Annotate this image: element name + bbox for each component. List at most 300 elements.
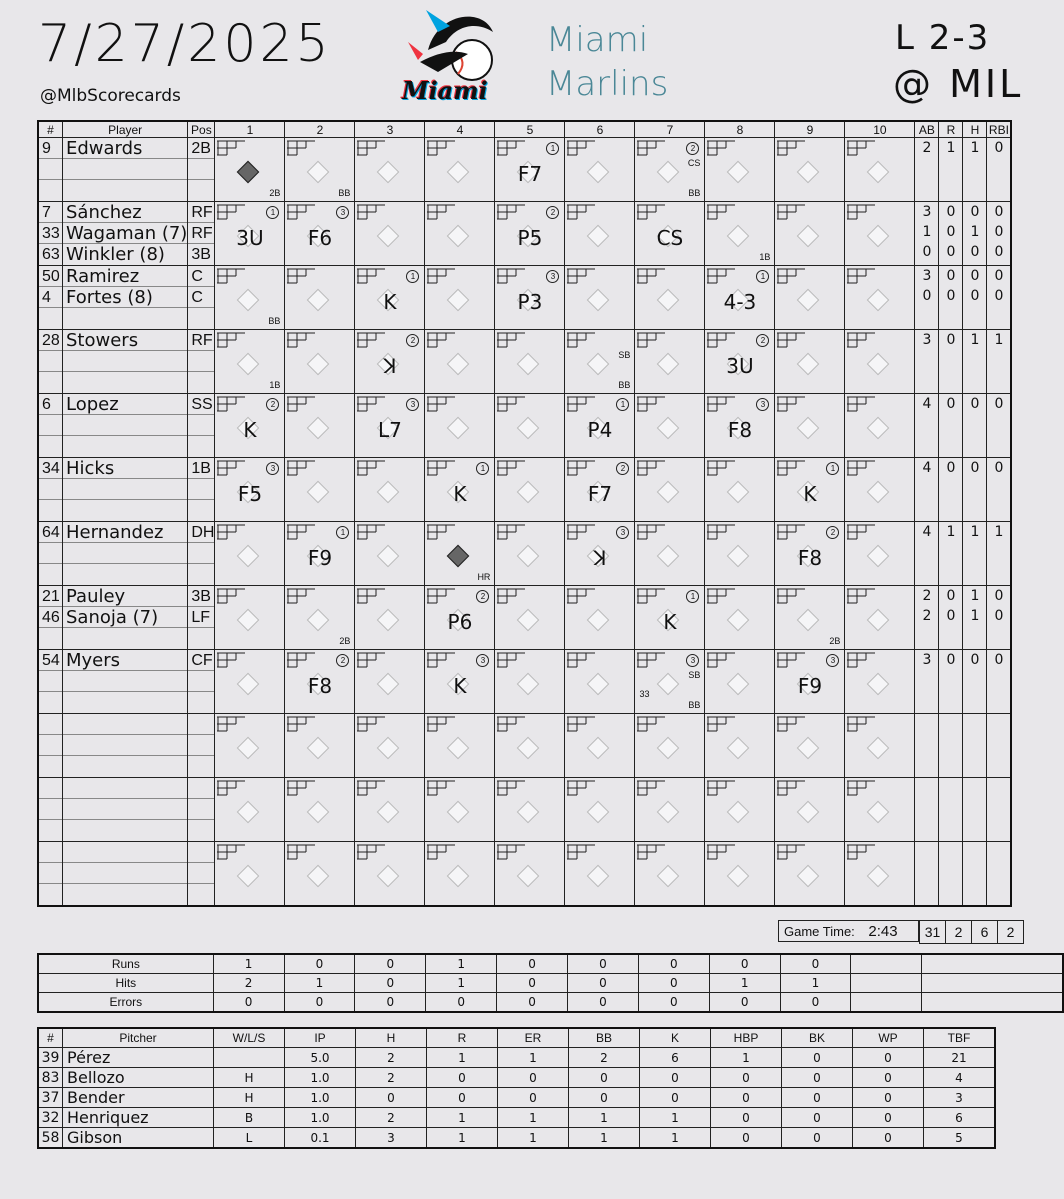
pitcher-stat: 0: [498, 1088, 569, 1108]
stat-ab-cell: [915, 202, 939, 266]
out-number: 1: [686, 590, 699, 603]
stat-h: [963, 178, 986, 198]
inning-cell: [425, 714, 495, 778]
inning-cell: [215, 522, 285, 586]
pitch-count-grid: [217, 332, 245, 348]
pitch-count-grid: [287, 844, 315, 860]
out-number: 2: [336, 654, 349, 667]
stat-r-cell: [939, 394, 963, 458]
inning-cell: [845, 586, 915, 650]
stat-r-cell: [939, 586, 963, 650]
pitch-count-grid: [567, 460, 595, 476]
pitcher-number: 32: [38, 1108, 63, 1128]
lineup-row: [38, 458, 1011, 522]
player-number: [39, 714, 62, 735]
base-diamond: [377, 225, 400, 248]
pitch-count-grid: [497, 140, 525, 156]
inning-cell: [355, 522, 425, 586]
stat-rbi: [987, 414, 1010, 434]
stat-rbi: 0: [994, 204, 1004, 220]
batting-header-row: [38, 121, 1011, 138]
pitcher-stat: 0: [711, 1128, 782, 1149]
play-result: F6: [307, 226, 333, 250]
base-diamond: [237, 801, 260, 824]
base-diamond: [377, 481, 400, 504]
pitch-count-grid: [707, 332, 735, 348]
inning-cell: [355, 266, 425, 330]
base-reached: 1B: [759, 252, 771, 262]
linescore-value: 0: [284, 954, 355, 974]
stat-rbi: [987, 670, 1010, 690]
out-number: 1: [546, 142, 559, 155]
stat-h-cell: [963, 650, 987, 714]
stat-r: [939, 434, 962, 454]
pitch-count-grid: [427, 716, 455, 732]
stat-r: 0: [946, 396, 956, 412]
stat-h: [963, 562, 986, 582]
player-position-cell: [188, 842, 215, 907]
stat-ab: [915, 818, 938, 838]
base-diamond: [657, 417, 680, 440]
stat-rbi: [987, 542, 1010, 562]
game-time-value: 2:43: [868, 923, 898, 940]
pitcher-stat: 6: [640, 1048, 711, 1068]
lineup-row: [38, 202, 1011, 266]
base-diamond: [377, 609, 400, 632]
inning-cell: [425, 650, 495, 714]
player-name: Sanoja (7): [63, 607, 187, 628]
inning-cell: [775, 266, 845, 330]
player-name: [63, 159, 187, 180]
stat-h: [963, 158, 986, 178]
stat-r: [939, 882, 962, 902]
inning-cell: [705, 394, 775, 458]
base-diamond: [657, 353, 680, 376]
inning-cell: [425, 330, 495, 394]
player-name: [63, 436, 187, 456]
pitching-header: BK: [782, 1028, 853, 1048]
pitch-count-grid: [357, 204, 385, 220]
stat-h-cell: [963, 266, 987, 330]
inning-cell: [705, 138, 775, 202]
player-number: [39, 735, 62, 756]
inning-cell: [495, 394, 565, 458]
out-number: 2: [826, 526, 839, 539]
stat-h: 0: [970, 288, 980, 304]
stat-ab-cell: [915, 522, 939, 586]
stat-r-cell: [939, 522, 963, 586]
linescore-value: 1: [709, 974, 780, 993]
player-number: [39, 180, 62, 200]
player-position: [188, 735, 214, 756]
inning-cell: [495, 522, 565, 586]
stat-r: 0: [946, 224, 956, 240]
stat-rbi: [987, 690, 1010, 710]
linescore-value: 0: [497, 974, 568, 993]
player-position-cell: [188, 266, 215, 330]
stat-ab: [915, 414, 938, 434]
inning-cell: [215, 650, 285, 714]
inning-cell: [425, 458, 495, 522]
pitch-count-grid: [777, 396, 805, 412]
inning-cell: [635, 522, 705, 586]
stat-h: 1: [970, 140, 980, 156]
pitcher-stat: 1: [569, 1128, 640, 1149]
pitcher-stat: 0: [782, 1128, 853, 1149]
pitch-count-grid: [707, 204, 735, 220]
pitch-count-grid: [847, 780, 875, 796]
pitch-count-grid: [217, 844, 245, 860]
base-reached: 2B: [829, 636, 841, 646]
lineup-row: [38, 778, 1011, 842]
pitcher-stat: 2: [356, 1048, 427, 1068]
pitch-count-grid: [847, 716, 875, 732]
stat-h: 0: [970, 396, 980, 412]
player-name: [63, 543, 187, 564]
marlins-logo: [398, 2, 508, 117]
pitch-count-grid: [777, 652, 805, 668]
stat-ab: 2: [922, 140, 932, 156]
base-diamond: [727, 801, 750, 824]
pitcher-row: [38, 1068, 995, 1088]
player-number-cell: [38, 458, 63, 522]
lineup-row: [38, 650, 1011, 714]
stat-h: [963, 798, 986, 818]
stat-h-cell: [963, 330, 987, 394]
player-name-cell: [63, 714, 188, 778]
stat-ab-cell: [915, 842, 939, 907]
pitcher-stat: 0: [427, 1068, 498, 1088]
base-diamond: [517, 673, 540, 696]
pitcher-name: Bellozo: [63, 1068, 214, 1088]
pitching-header-row: [38, 1028, 995, 1048]
inning-cell: [215, 394, 285, 458]
player-number: [39, 479, 62, 500]
player-position: [188, 500, 214, 520]
pitcher-stat: H: [214, 1068, 285, 1088]
pitch-count-grid: [777, 780, 805, 796]
base-diamond: [447, 289, 470, 312]
stat-ab: [915, 542, 938, 562]
col-inning: 5: [495, 121, 565, 138]
linescore-value: 0: [567, 993, 638, 1013]
pitcher-stat: 1: [498, 1128, 569, 1149]
pitcher-stat: 1: [427, 1128, 498, 1149]
inning-cell: [775, 714, 845, 778]
base-diamond: [867, 481, 890, 504]
stat-rbi: 0: [994, 652, 1004, 668]
linescore-value: [851, 993, 922, 1013]
inning-cell: [285, 266, 355, 330]
player-position-cell: [188, 714, 215, 778]
pitcher-stat: 1: [427, 1048, 498, 1068]
col-player: Player: [63, 121, 188, 138]
stat-r: [939, 842, 962, 862]
stat-r: [939, 562, 962, 582]
pitch-count-grid: [707, 140, 735, 156]
linescore-value: 2: [213, 974, 284, 993]
pitch-count-grid: [217, 716, 245, 732]
player-position: [188, 308, 214, 328]
pitch-count-grid: [847, 268, 875, 284]
inning-cell: [775, 650, 845, 714]
base-diamond: [797, 865, 820, 888]
pitcher-stat: L: [214, 1128, 285, 1149]
stat-r: [939, 542, 962, 562]
base-reached: HR: [477, 572, 491, 582]
pitch-count-grid: [567, 780, 595, 796]
player-name: [63, 799, 187, 820]
stat-ab: 4: [922, 460, 932, 476]
pitch-count-grid: [497, 396, 525, 412]
stat-rbi: [987, 754, 1010, 774]
linescore-value: [851, 954, 922, 974]
player-number: 33: [39, 223, 62, 244]
stat-rbi: 0: [994, 268, 1004, 284]
pitch-count-grid: [637, 652, 665, 668]
col-ab: AB: [915, 121, 939, 138]
play-result: L7: [378, 418, 402, 442]
stat-h-cell: [963, 138, 987, 202]
base-diamond: [587, 353, 610, 376]
stat-h-cell: [963, 394, 987, 458]
player-position-cell: [188, 138, 215, 202]
stat-h-cell: [963, 522, 987, 586]
linescore-value: 1: [426, 954, 497, 974]
stat-r: 0: [946, 268, 956, 284]
pitcher-row: [38, 1088, 995, 1108]
pitch-count-grid: [427, 204, 455, 220]
inning-cell: [845, 394, 915, 458]
stat-rbi: 0: [994, 224, 1004, 240]
base-diamond: [237, 673, 260, 696]
out-number: 3: [616, 526, 629, 539]
linescore-value: 0: [213, 993, 284, 1013]
stat-h: [963, 690, 986, 710]
out-number: 2: [476, 590, 489, 603]
game-date: 7/27/2025: [38, 14, 332, 74]
stat-h: [963, 498, 986, 518]
inning-cell: [705, 202, 775, 266]
linescore-blank: [922, 954, 1063, 974]
base-diamond: [727, 225, 750, 248]
pitcher-stat: 1: [498, 1108, 569, 1128]
inning-cell: [845, 202, 915, 266]
player-position: C: [188, 287, 214, 308]
stat-rbi: [987, 306, 1010, 326]
inning-cell: [425, 842, 495, 907]
inning-cell: [215, 586, 285, 650]
pitch-count-grid: [777, 460, 805, 476]
stat-rbi: 0: [994, 608, 1004, 624]
inning-cell: [285, 330, 355, 394]
pitching-header: #: [38, 1028, 63, 1048]
pitch-count-grid: [777, 332, 805, 348]
inning-cell: [705, 714, 775, 778]
player-number: [39, 628, 62, 648]
base-diamond: [587, 673, 610, 696]
pitch-count-grid: [427, 524, 455, 540]
player-name: [63, 308, 187, 328]
base-diamond: [587, 737, 610, 760]
inning-cell: [355, 650, 425, 714]
pitcher-stat: 5.0: [285, 1048, 356, 1068]
pitching-header: W/L/S: [214, 1028, 285, 1048]
player-position: [188, 884, 214, 904]
stat-r-cell: [939, 842, 963, 907]
player-number: 28: [39, 330, 62, 351]
stat-rbi: [987, 370, 1010, 390]
pitch-count-grid: [217, 652, 245, 668]
pitch-count-grid: [217, 460, 245, 476]
stat-ab: 4: [922, 396, 932, 412]
col-inning: 10: [845, 121, 915, 138]
stat-r: 0: [946, 460, 956, 476]
pitch-count-grid: [847, 460, 875, 476]
player-number: [39, 756, 62, 776]
inning-cell: [215, 458, 285, 522]
stat-h: [963, 542, 986, 562]
stat-h: [963, 350, 986, 370]
stat-ab: [915, 350, 938, 370]
stat-rbi: [987, 478, 1010, 498]
base-reached: BB: [268, 316, 281, 326]
pitcher-stat: 6: [924, 1108, 996, 1128]
inning-cell: [495, 138, 565, 202]
pitcher-stat: [214, 1048, 285, 1068]
stat-r: [939, 734, 962, 754]
player-number: [39, 863, 62, 884]
out-number: 1: [756, 270, 769, 283]
player-position-cell: [188, 202, 215, 266]
pitcher-stat: 0: [640, 1068, 711, 1088]
stat-r: [939, 414, 962, 434]
player-position: [188, 436, 214, 456]
player-position-cell: [188, 458, 215, 522]
stat-ab: 0: [922, 288, 932, 304]
pitch-count-grid: [497, 524, 525, 540]
base-diamond: [587, 289, 610, 312]
stat-r: [939, 370, 962, 390]
lineup-row: [38, 266, 1011, 330]
linescore-value: 1: [284, 974, 355, 993]
player-position: SS: [188, 394, 214, 415]
stat-ab: [915, 478, 938, 498]
base-diamond: [517, 865, 540, 888]
col-r: R: [939, 121, 963, 138]
player-name: [63, 180, 187, 200]
inning-cell: [215, 842, 285, 907]
stat-rbi-cell: [987, 266, 1012, 330]
stat-h-cell: [963, 586, 987, 650]
inning-cell: [355, 842, 425, 907]
base-diamond: [307, 161, 330, 184]
play-result: F5: [237, 482, 263, 506]
stat-rbi-cell: [987, 778, 1012, 842]
stat-r: 0: [946, 652, 956, 668]
base-diamond: [447, 801, 470, 824]
inning-cell: [285, 394, 355, 458]
player-name: [63, 842, 187, 863]
player-name: [63, 714, 187, 735]
stat-r: [939, 714, 962, 734]
batting-body: [38, 138, 1011, 907]
stat-r: [939, 350, 962, 370]
base-diamond: [237, 737, 260, 760]
pitcher-stat: 0: [711, 1088, 782, 1108]
pitch-count-grid: [217, 268, 245, 284]
stat-h: [963, 478, 986, 498]
pitcher-stat: 0: [427, 1088, 498, 1108]
pitcher-stat: 1.0: [285, 1068, 356, 1088]
pitch-count-grid: [287, 396, 315, 412]
stat-r: 0: [946, 244, 956, 260]
pitcher-row: [38, 1108, 995, 1128]
stat-rbi: [987, 882, 1010, 902]
linescore-row: [38, 954, 1063, 974]
player-name: Edwards: [63, 138, 187, 159]
base-reached: BB: [688, 188, 701, 198]
col-inning: 6: [565, 121, 635, 138]
base-diamond: [797, 161, 820, 184]
stat-h: [963, 370, 986, 390]
inning-cell: [845, 458, 915, 522]
player-name: [63, 884, 187, 904]
out-number: 1: [266, 206, 279, 219]
pitching-header: Pitcher: [63, 1028, 214, 1048]
pitch-count-grid: [707, 588, 735, 604]
pitch-count-grid: [567, 268, 595, 284]
stat-rbi: 0: [994, 140, 1004, 156]
linescore-value: 0: [638, 993, 709, 1013]
linescore-value: 0: [355, 993, 426, 1013]
player-number: 9: [39, 138, 62, 159]
pitching-header: WP: [853, 1028, 924, 1048]
inning-cell: [215, 714, 285, 778]
base-diamond: [867, 545, 890, 568]
inning-cell: [635, 586, 705, 650]
inning-cell: [285, 842, 355, 907]
stat-h-cell: [963, 778, 987, 842]
pitch-count-grid: [777, 844, 805, 860]
stat-h: 0: [970, 204, 980, 220]
stat-ab: [915, 862, 938, 882]
stat-rbi: [987, 734, 1010, 754]
pitch-count-grid: [847, 140, 875, 156]
inning-cell: [285, 586, 355, 650]
stat-ab: [915, 434, 938, 454]
inning-cell: [495, 778, 565, 842]
pitch-count-grid: [567, 844, 595, 860]
linescore-value: 1: [426, 974, 497, 993]
pitch-count-grid: [497, 460, 525, 476]
base-reached: BB: [688, 700, 701, 710]
player-number: [39, 564, 62, 584]
base-diamond: [237, 353, 260, 376]
pitcher-stat: 0: [711, 1068, 782, 1088]
inning-cell: [215, 138, 285, 202]
pitch-count-grid: [287, 332, 315, 348]
lineup-row: [38, 586, 1011, 650]
play-result: F9: [307, 546, 333, 570]
play-result: F8: [307, 674, 333, 698]
stat-ab: 4: [922, 524, 932, 540]
base-diamond: [587, 609, 610, 632]
base-diamond: [657, 481, 680, 504]
pitch-count-grid: [567, 140, 595, 156]
player-position: CF: [188, 650, 214, 671]
game-time: [778, 920, 919, 942]
